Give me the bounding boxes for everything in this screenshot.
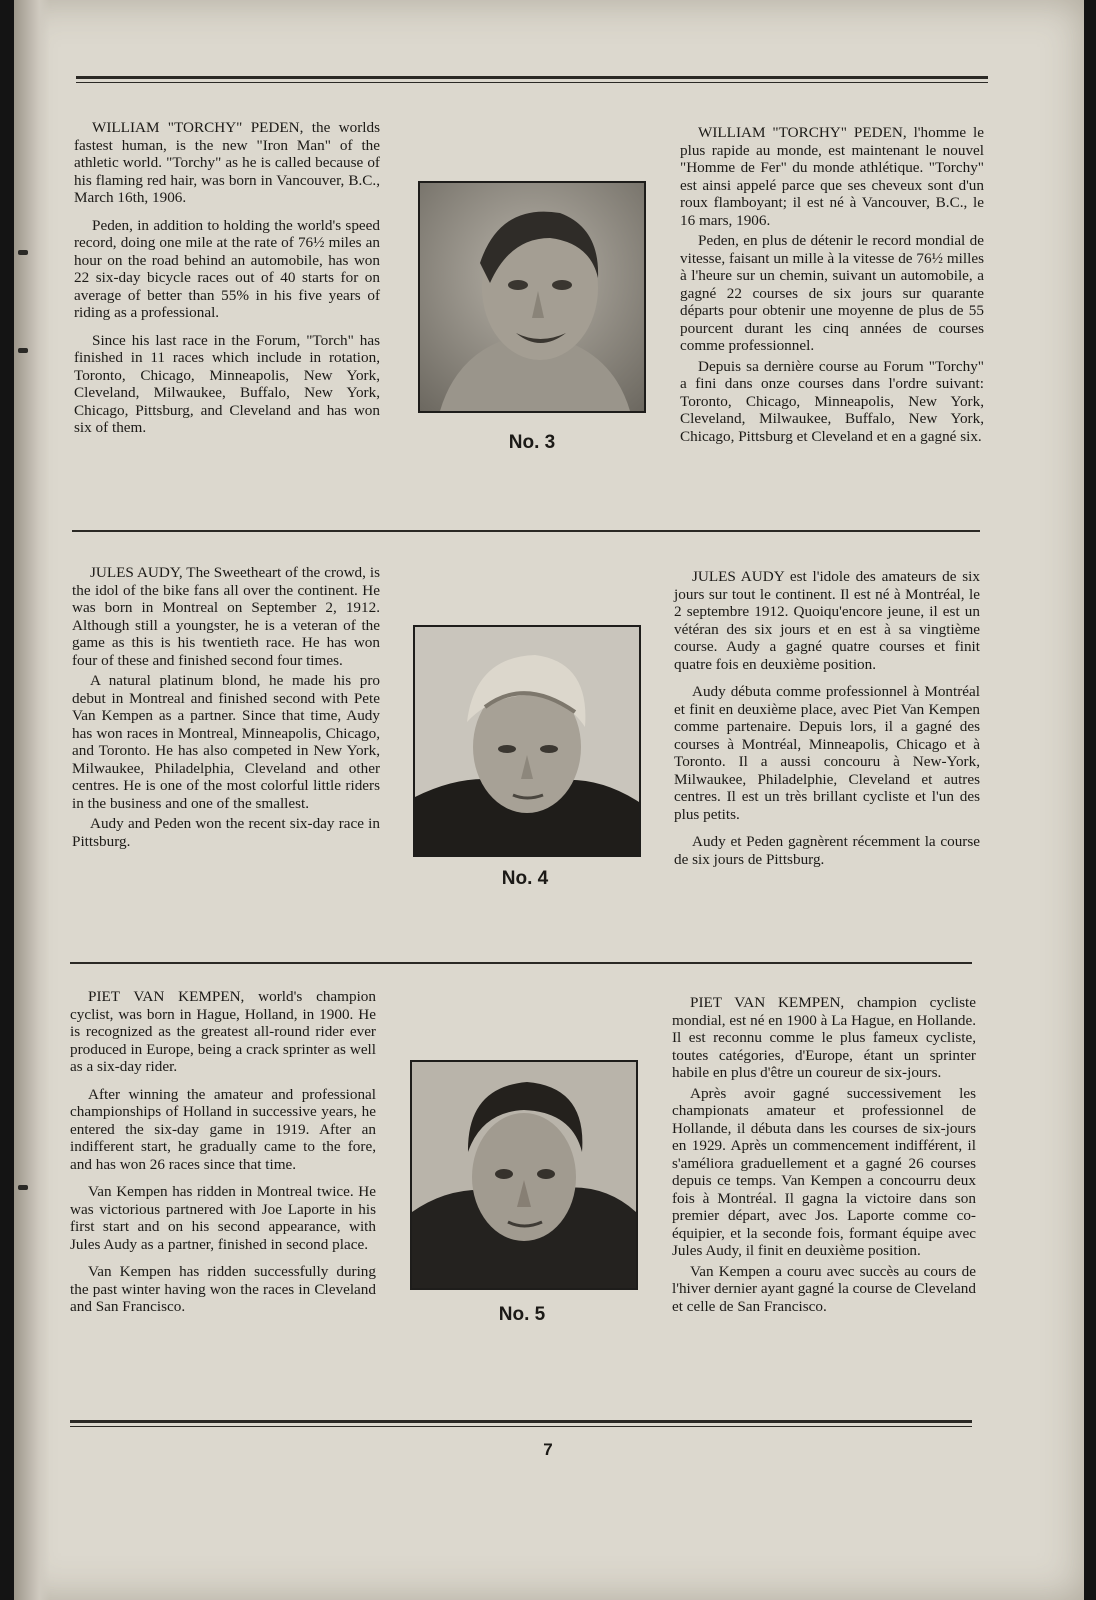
page-number: 7: [543, 1440, 553, 1459]
binding-staple: [18, 250, 28, 255]
audy-english-text: [72, 564, 380, 853]
paragraph: JULES AUDY, The Sweetheart of the crowd, is the idol of the bike fans all over the continent. He was born in Montreal on September 2, 1912. Although still a youngster, he is a veteran of the game as this is his twentieth race. He has won four of these and finished second four times.: [72, 564, 380, 669]
binding-staple: [18, 1185, 28, 1190]
paragraph: Depuis sa dernière course au Forum "Torchy" a fini dans onze courses dans l'ordre suivant: Toronto, Chicago, Minneapolis, New York, Cleveland, Milwaukee, Buffalo, New York, Chicago, Pittsburg et Cleveland et en a gagné six.: [680, 357, 984, 445]
top-rule: [76, 76, 988, 83]
paragraph: JULES AUDY est l'idole des amateurs de six jours sur tout le continent. Il est né à Montréal, le 2 septembre 1912. Quoiqu'encore jeune, il est un vétéran des six jours et en est à sa vingtième course. Audy a gagné quatre courses et finit quatre fois en deuxième position.: [674, 568, 980, 673]
paragraph: WILLIAM "TORCHY" PEDEN, l'homme le plus rapide au monde, est maintenant le nouvel "Homme de Fer" du monde athlétique. "Torchy" est ainsi appelé parce que ses cheveux sont d'un roux flamboyant; il est né à Vancouver, B.C., le 16 mars, 1906.: [680, 124, 984, 229]
van-kempen-french-text: [672, 994, 976, 1318]
binding-edge: [14, 0, 50, 1600]
van-kempen-english-text: [70, 988, 376, 1326]
paragraph: PIET VAN KEMPEN, world's champion cyclist, was born in Hague, Holland, in 1900. He is recognized as the greatest all-round rider ever produced in Europe, being a crack sprinter as well as a six-day rider.: [70, 988, 376, 1075]
peden-portrait-photo: [418, 181, 646, 413]
photo-caption-4: No. 4: [501, 868, 549, 889]
portrait-illustration: [412, 1062, 636, 1288]
paragraph: Audy and Peden won the recent six-day race in Pittsburg.: [72, 815, 380, 850]
paragraph: WILLIAM "TORCHY" PEDEN, the worlds fastest human, is the new "Iron Man" of the athletic world. "Torchy" as he is called because of his flaming red hair, was born in Vancouver, B.C., March 16th, 1906.: [74, 119, 380, 206]
paragraph: Van Kempen has ridden successfully during the past winter having won the races in Cleveland and San Francisco.: [70, 1263, 376, 1315]
paragraph: Audy débuta comme professionnel à Montréal et finit en deuxième place, avec Piet Van Kempen comme partenaire. Depuis lors, il a gagné des courses à Montréal, Minneapolis, Chicago et à Toronto. Il a aussi concouru à New-York, Milwaukee, Philadelphie, Cleveland et autres centres. Il est un très brillant cycliste et l'un des plus petits.: [674, 683, 980, 823]
audy-french-text: [674, 568, 980, 878]
paragraph: Audy et Peden gagnèrent récemment la course de six jours de Pittsburg.: [674, 833, 980, 868]
photo-caption-3: No. 3: [508, 432, 556, 453]
section-divider: [70, 962, 972, 964]
paragraph: Peden, in addition to holding the world's speed record, doing one mile at the rate of 76½ miles an hour on the road behind an automobile, has won 22 six-day bicycle races out of 40 starts for on average of better than 55% in his five years of riding as a professional.: [74, 216, 380, 321]
bottom-rule: [70, 1420, 972, 1427]
peden-english-text: [74, 119, 380, 447]
portrait-illustration: [420, 183, 644, 411]
paragraph: A natural platinum blond, he made his pro debut in Montreal and finished second with Pete Van Kempen as a partner. Since that time, Audy has won races in Montreal, Minneapolis, Chicago, and Toronto. He has also competed in New York, Milwaukee, Philadelphia, Cleveland and other centres. He is one of the most colorful little riders in the business and one of the smallest.: [72, 672, 380, 812]
paragraph: After winning the amateur and professional championships of Holland in successive years, he entered the six-day game in 1919. After an indifferent start, he gradually came to the fore, and has won 26 races since that time.: [70, 1085, 376, 1173]
peden-french-text: [680, 124, 984, 448]
audy-portrait-photo: [413, 625, 641, 857]
paragraph: Van Kempen a couru avec succès au cours de l'hiver dernier ayant gagné la course de Cleveland et celle de San Francisco.: [672, 1262, 976, 1315]
binding-staple: [18, 348, 28, 353]
paragraph: Since his last race in the Forum, "Torch" has finished in 11 races which include in rotation, Toronto, Chicago, Minneapolis, New York, Cleveland, Milwaukee, Buffalo, New York, Chicago, Pittsburg, and Cleveland and has won six of them.: [74, 331, 380, 436]
paragraph: Peden, en plus de détenir le record mondial de vitesse, faisant un mille à la vitesse de 76½ milles à l'heure sur un chemin, suivant un automobile, a gagné 22 courses de six jours sur quarante départs pour obtenir une moyenne de plus de 55 pourcent durant les cinq années de courses comme professionnel.: [680, 232, 984, 354]
portrait-illustration: [415, 627, 639, 855]
photo-caption-5: No. 5: [498, 1304, 546, 1325]
paragraph: Après avoir gagné successivement les championats amateur et professionnel de Hollande, il débuta dans les courses de six-jours en 1929. Après un commencement indifférent, il s'améliora graduellement et a gagné 26 courses depuis ce temps. Van Kempen a concourru deux fois à Montréal. Il gagna la victoire dans son premier départ, avec Jos. Laporte comme co-équipier, et la seconde fois, formant équipe avec Jules Audy, il finit en deuxième position.: [672, 1084, 976, 1259]
van-kempen-portrait-photo: [410, 1060, 638, 1290]
paragraph: Van Kempen has ridden in Montreal twice. He was victorious partnered with Joe Laporte in his first start and on his second appearance, with Jules Audy as a partner, finished in second place.: [70, 1183, 376, 1253]
section-divider: [72, 530, 980, 532]
paragraph: PIET VAN KEMPEN, champion cycliste mondial, est né en 1900 à La Hague, en Hollande. Il est reconnu comme le plus fameux cycliste, toutes catégories, d'Europe, étant un sprinter habile en plus d'être un coureur de six-jours.: [672, 994, 976, 1081]
